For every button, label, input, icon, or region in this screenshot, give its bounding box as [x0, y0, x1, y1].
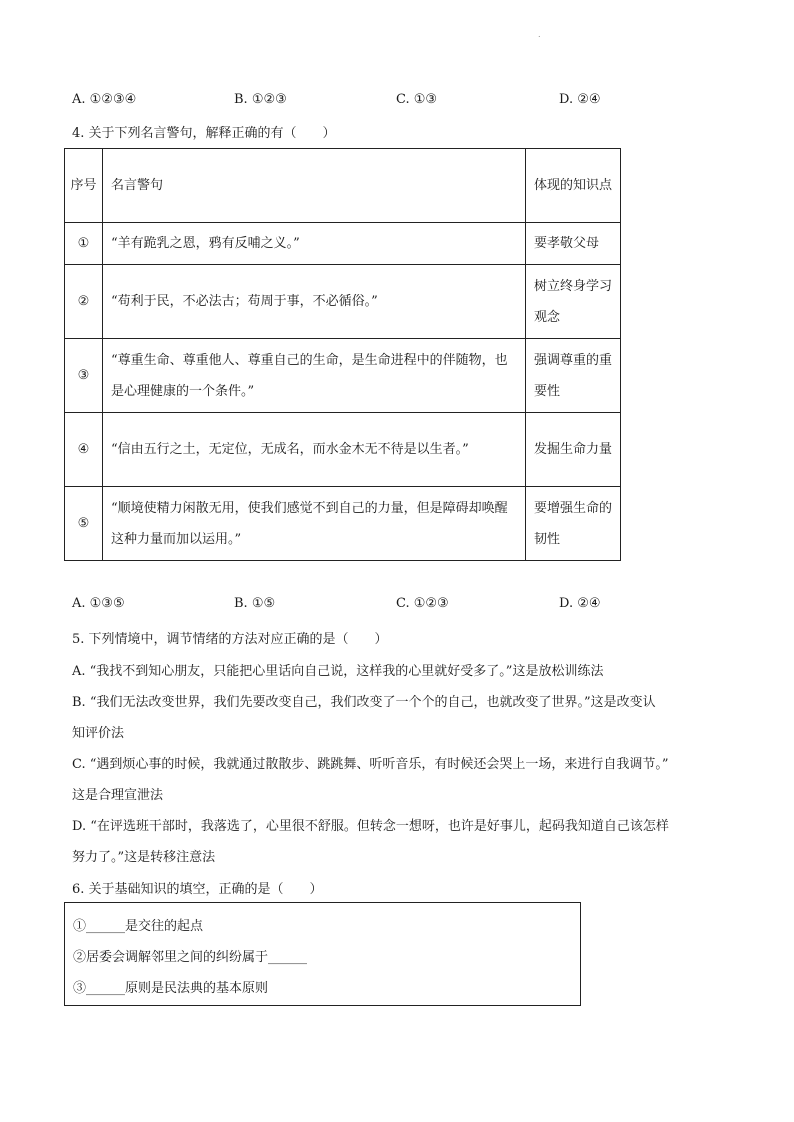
q6-item: ①______是交往的起点	[73, 919, 204, 934]
header-point: 体现的知识点	[526, 149, 621, 223]
row-quote: “信由五行之土，无定位，无成名，而水金木无不待是以生者。”	[103, 413, 526, 487]
page-mark: .	[538, 30, 541, 39]
row-no: ①	[65, 223, 103, 265]
table-row	[65, 413, 621, 487]
row-quote: “羊有跪乳之恩，鸦有反哺之义。”	[103, 223, 526, 265]
q5-option-c[interactable]: C. “遇到烦心事的时候，我就通过散散步、跳跳舞、听听音乐，有时候还会哭上一场，来进行自我调节。”	[72, 757, 669, 772]
q3-option-c[interactable]: C. ①③	[396, 92, 438, 107]
q4-option-c[interactable]: C. ①②③	[396, 596, 449, 611]
q5-option-d[interactable]: D. “在评选班干部时，我落选了，心里很不舒服。但转念一想呀，也许是好事儿，起码我知道自己该怎样	[72, 819, 669, 834]
header-no: 序号	[65, 149, 103, 223]
table-row	[65, 339, 621, 413]
q4-option-d[interactable]: D. ②④	[559, 596, 601, 611]
q6-item: ③______原则是民法典的基本原则	[73, 981, 269, 996]
row-no: ③	[65, 339, 103, 413]
table-header-row	[65, 149, 621, 223]
q6-item: ②居委会调解邻里之间的纠纷属于______	[73, 950, 308, 965]
table-row	[65, 223, 621, 265]
q3-option-a[interactable]: A. ①②③④	[72, 92, 137, 107]
table-row	[65, 487, 621, 561]
row-point: 强调尊重的重要性	[526, 339, 621, 413]
q5-option-b[interactable]: B. “我们无法改变世界，我们先要改变自己，我们改变了一个个的自己，也就改变了世界。”这是改变认	[72, 695, 656, 710]
row-quote: “苟利于民，不必法古；苟周于事，不必循俗。”	[103, 265, 526, 339]
q6-fill-box	[64, 902, 581, 1006]
header-quote: 名言警句	[103, 149, 526, 223]
q5-stem: 5. 下列情境中，调节情绪的方法对应正确的是（ ）	[72, 632, 388, 647]
q6-stem: 6. 关于基础知识的填空，正确的是（ ）	[72, 882, 323, 897]
q3-option-b[interactable]: B. ①②③	[234, 92, 287, 107]
row-quote: “顺境使精力闲散无用，使我们感觉不到自己的力量，但是障碍却唤醒这种力量而加以运用。”	[103, 487, 526, 561]
q5-option-d-cont: 努力了。”这是转移注意法	[72, 850, 216, 865]
row-no: ④	[65, 413, 103, 487]
row-no: ②	[65, 265, 103, 339]
q5-option-c-cont: 这是合理宣泄法	[72, 788, 164, 803]
row-point: 发掘生命力量	[526, 413, 621, 487]
quote-table	[64, 148, 621, 561]
q5-option-b-cont: 知评价法	[72, 726, 125, 741]
row-quote: “尊重生命、尊重他人、尊重自己的生命，是生命进程中的伴随物，也是心理健康的一个条件。”	[103, 339, 526, 413]
q3-options	[72, 92, 722, 112]
q5-option-a[interactable]: A. “我找不到知心朋友，只能把心里话向自己说，这样我的心里就好受多了。”这是放松训练法	[72, 664, 604, 679]
row-no: ⑤	[65, 487, 103, 561]
row-point: 要孝敬父母	[526, 223, 621, 265]
q4-options	[72, 596, 722, 616]
q3-option-d[interactable]: D. ②④	[559, 92, 601, 107]
q4-stem: 4. 关于下列名言警句，解释正确的有（ ）	[72, 126, 336, 141]
row-point: 要增强生命的韧性	[526, 487, 621, 561]
row-point: 树立终身学习观念	[526, 265, 621, 339]
q4-option-b[interactable]: B. ①⑤	[234, 596, 276, 611]
q4-option-a[interactable]: A. ①③⑤	[72, 596, 125, 611]
table-row	[65, 265, 621, 339]
